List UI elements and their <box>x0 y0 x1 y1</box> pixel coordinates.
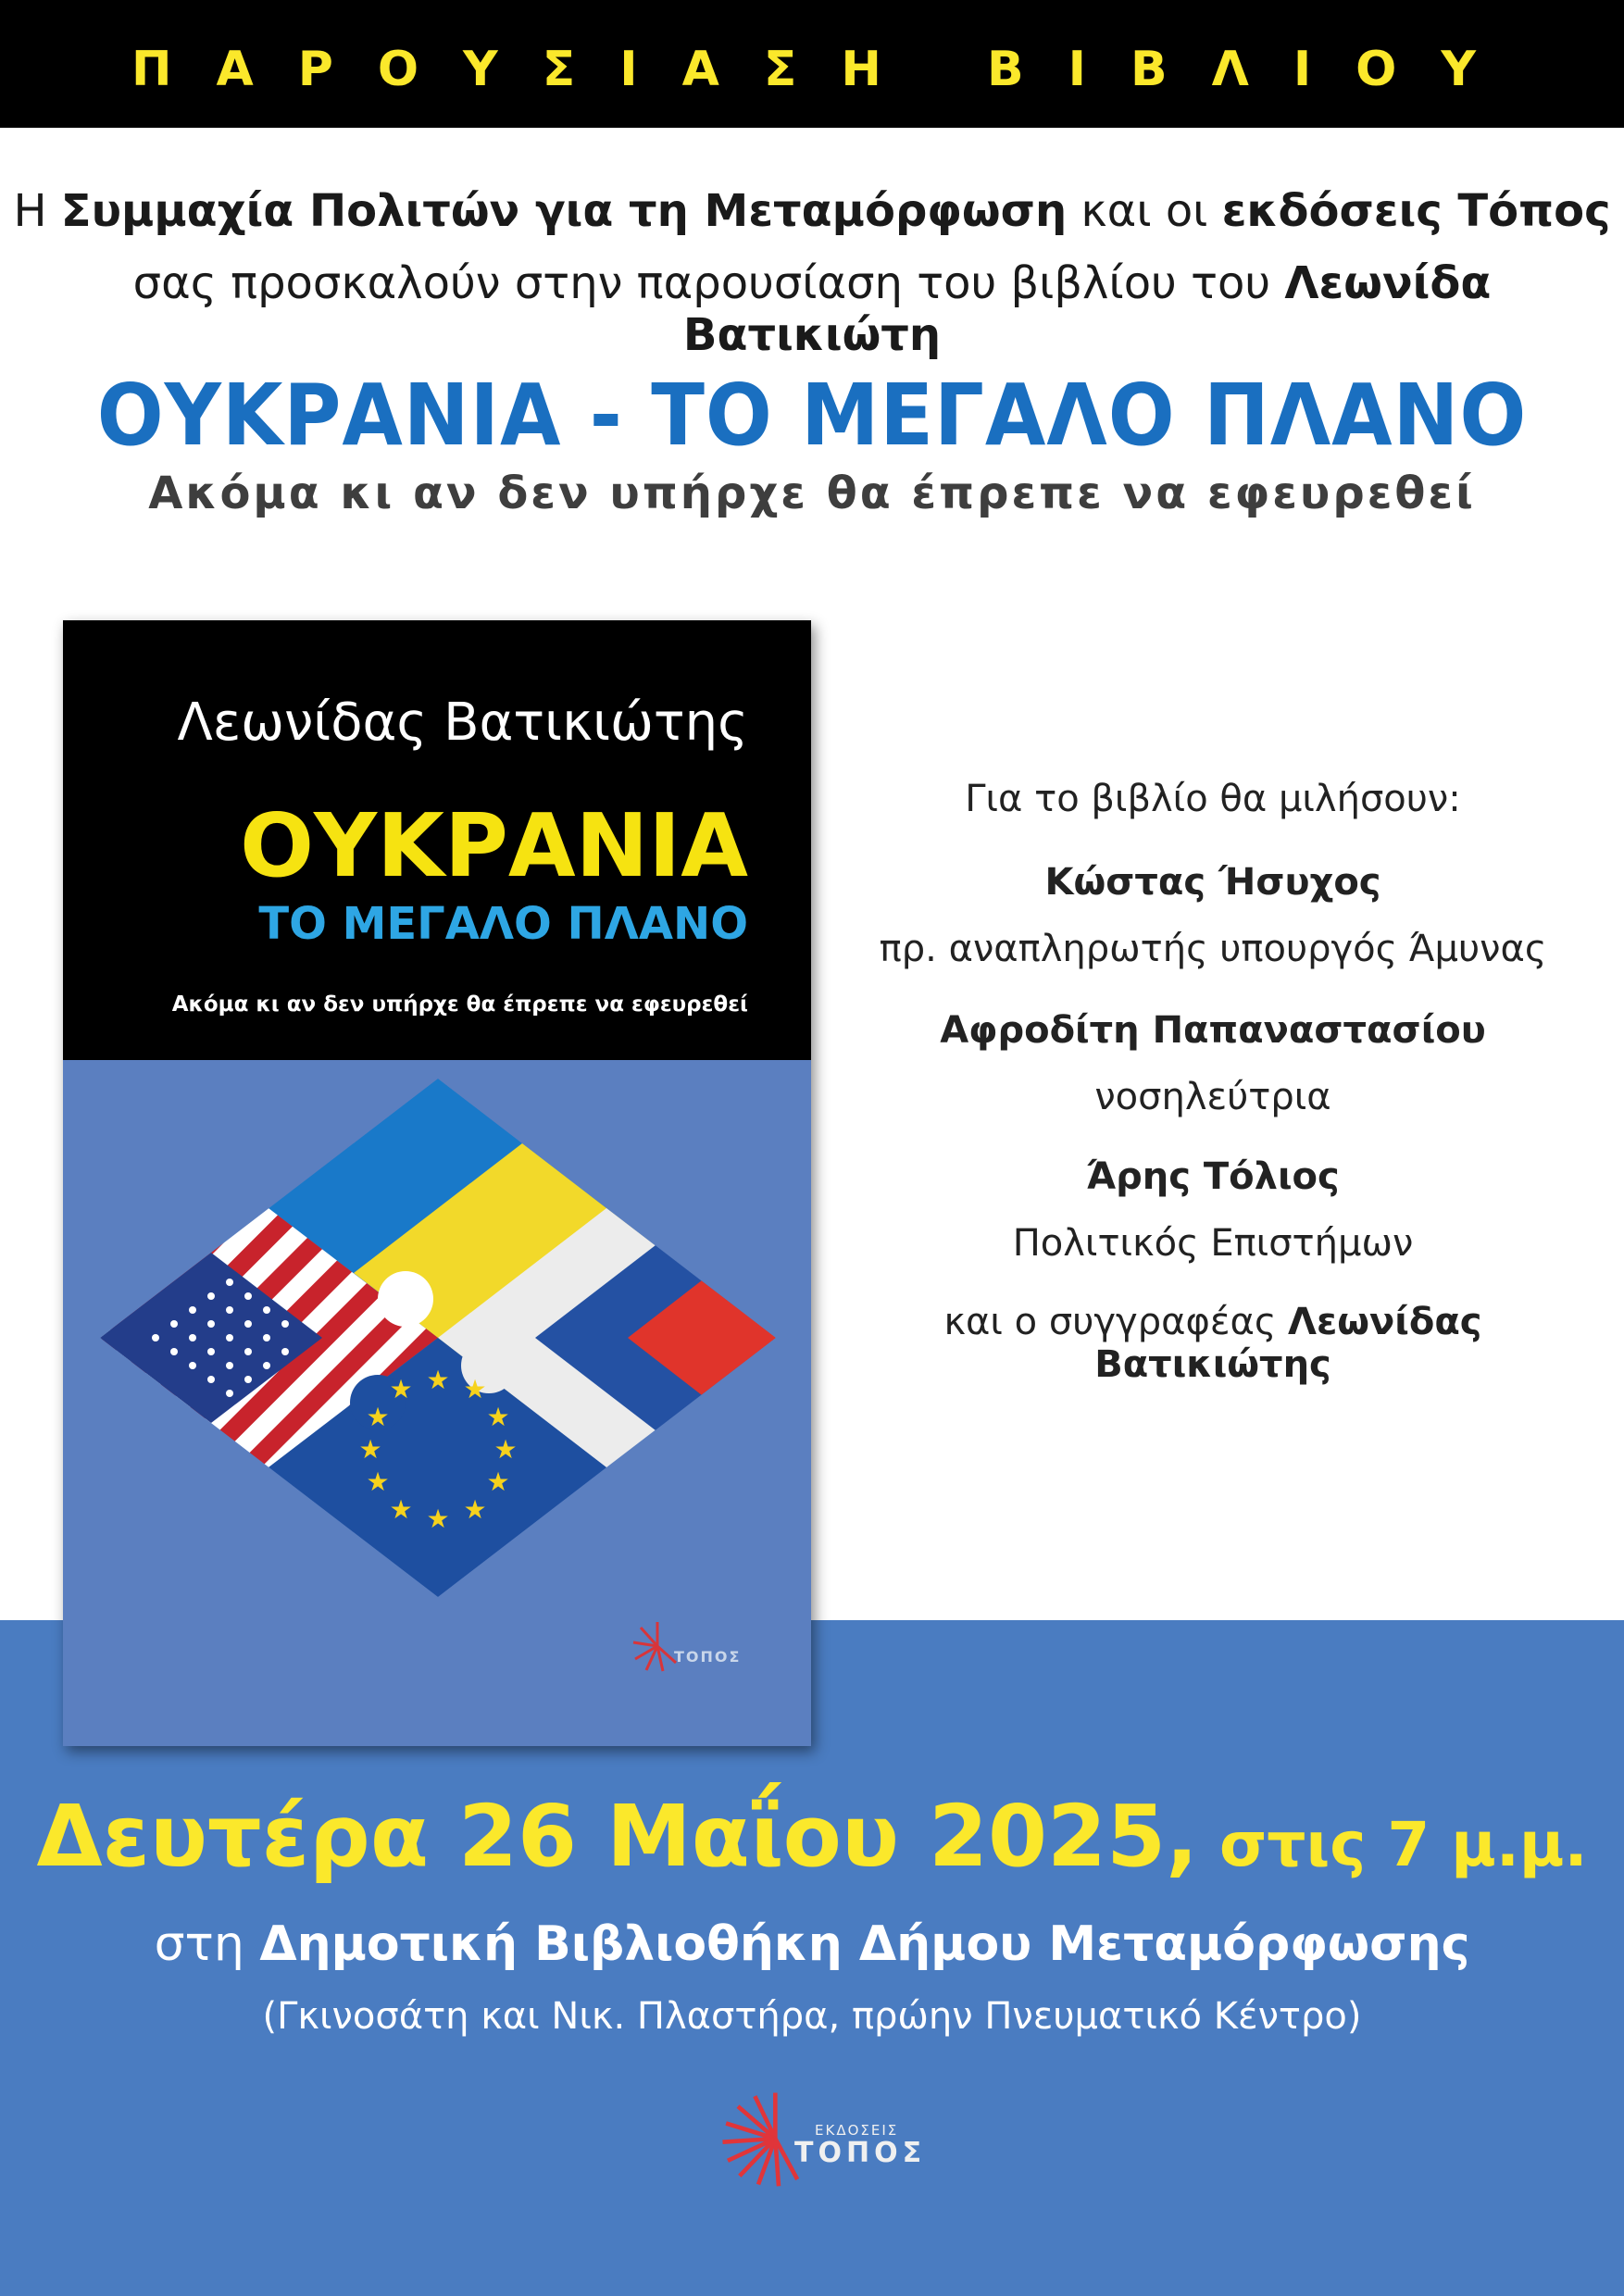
banner-title: ΠΑΡΟΥΣΙΑΣΗ ΒΙΒΛΙΟΥ <box>131 42 1521 97</box>
svg-text:★: ★ <box>426 1365 450 1395</box>
intro-line-1 <box>0 185 1624 237</box>
flag-puzzle-illustration <box>100 1079 776 1597</box>
event-address: (Γκινοσάτη και Νικ. Πλαστήρα, πρώην Πνευματικό Κέντρο) <box>262 1995 1362 2038</box>
svg-text:★: ★ <box>426 1504 450 1534</box>
event-datetime <box>0 1787 1624 1886</box>
intro-text: και οι <box>1067 185 1222 237</box>
speaker-name: Αφροδίτη Παπαναστασίου <box>940 1009 1486 1052</box>
svg-text:★: ★ <box>463 1494 487 1525</box>
organizer-name: Συμμαχία Πολιτών για τη Μεταμόρφωση <box>60 185 1068 237</box>
speakers-label: Για το βιβλίο θα μιλήσουν: <box>965 778 1461 820</box>
cover-tagline: Ακόμα κι αν δεν υπήρχε θα έπρεπε να εφευρεθεί <box>171 992 748 1017</box>
book-cover <box>63 620 811 1746</box>
intro-line-2 <box>0 257 1624 361</box>
author-prefix: και ο συγγραφέας <box>943 1301 1289 1343</box>
speaker-author-name: Λεωνίδας Βατικιώτης <box>1094 1301 1482 1386</box>
publisher-name: εκδόσεις Τόπος <box>1221 185 1611 237</box>
speaker-author-line <box>861 1301 1565 1386</box>
speaker-name: Κώστας Ήσυχος <box>1044 861 1381 904</box>
cover-author: Λεωνίδας Βατικιώτης <box>177 693 748 753</box>
event-time: στις 7 μ.μ. <box>1198 1809 1588 1880</box>
svg-text:★: ★ <box>389 1374 413 1404</box>
footer-logo-name: ΤΟΠΟΣ <box>794 2137 927 2169</box>
svg-text:★: ★ <box>493 1434 518 1465</box>
intro-text: σας προσκαλούν στην παρουσίαση του βιβλίου του <box>132 257 1285 309</box>
speaker-role: νοσηλεύτρια <box>1094 1076 1331 1118</box>
svg-text:★: ★ <box>389 1494 413 1525</box>
book-title: ΟΥΚΡΑΝΙΑ - ΤΟ ΜΕΓΑΛΟ ΠΛΑΝΟ <box>96 366 1528 465</box>
cover-publisher: ΤΟΠΟΣ <box>674 1648 742 1666</box>
speaker-name: Άρης Τόλιος <box>1086 1155 1340 1198</box>
footer-logo-label: ΕΚΔΟΣΕΙΣ <box>815 2122 899 2139</box>
svg-text:★: ★ <box>486 1466 510 1497</box>
author-name: Λεωνίδα Βατικιώτη <box>682 257 1492 361</box>
intro-text: Η <box>13 185 61 237</box>
cover-subtitle: ΤΟ ΜΕΓΑΛΟ ΠΛΑΝΟ <box>258 898 748 950</box>
publisher-logo-icon <box>630 1618 685 1674</box>
svg-text:★: ★ <box>486 1402 510 1432</box>
svg-text:★: ★ <box>358 1434 382 1465</box>
book-subtitle: Ακόμα κι αν δεν υπήρχε θα έπρεπε να εφευρεθεί <box>148 468 1476 519</box>
svg-text:★: ★ <box>366 1466 390 1497</box>
event-date: Δευτέρα 26 Μαΐου 2025, <box>36 1787 1199 1886</box>
cover-title: ΟΥΚΡΑΝΙΑ <box>240 796 748 897</box>
svg-text:★: ★ <box>463 1374 487 1404</box>
venue-name: Δημοτική Βιβλιοθήκη Δήμου Μεταμόρφωσης <box>259 1916 1470 1972</box>
venue-prefix: στη <box>154 1916 260 1972</box>
svg-text:★: ★ <box>366 1402 390 1432</box>
speaker-role: Πολιτικός Επιστήμων <box>1012 1222 1414 1265</box>
speaker-role: πρ. αναπληρωτής υπουργός Άμυνας <box>879 928 1547 970</box>
event-venue <box>0 1916 1624 1972</box>
